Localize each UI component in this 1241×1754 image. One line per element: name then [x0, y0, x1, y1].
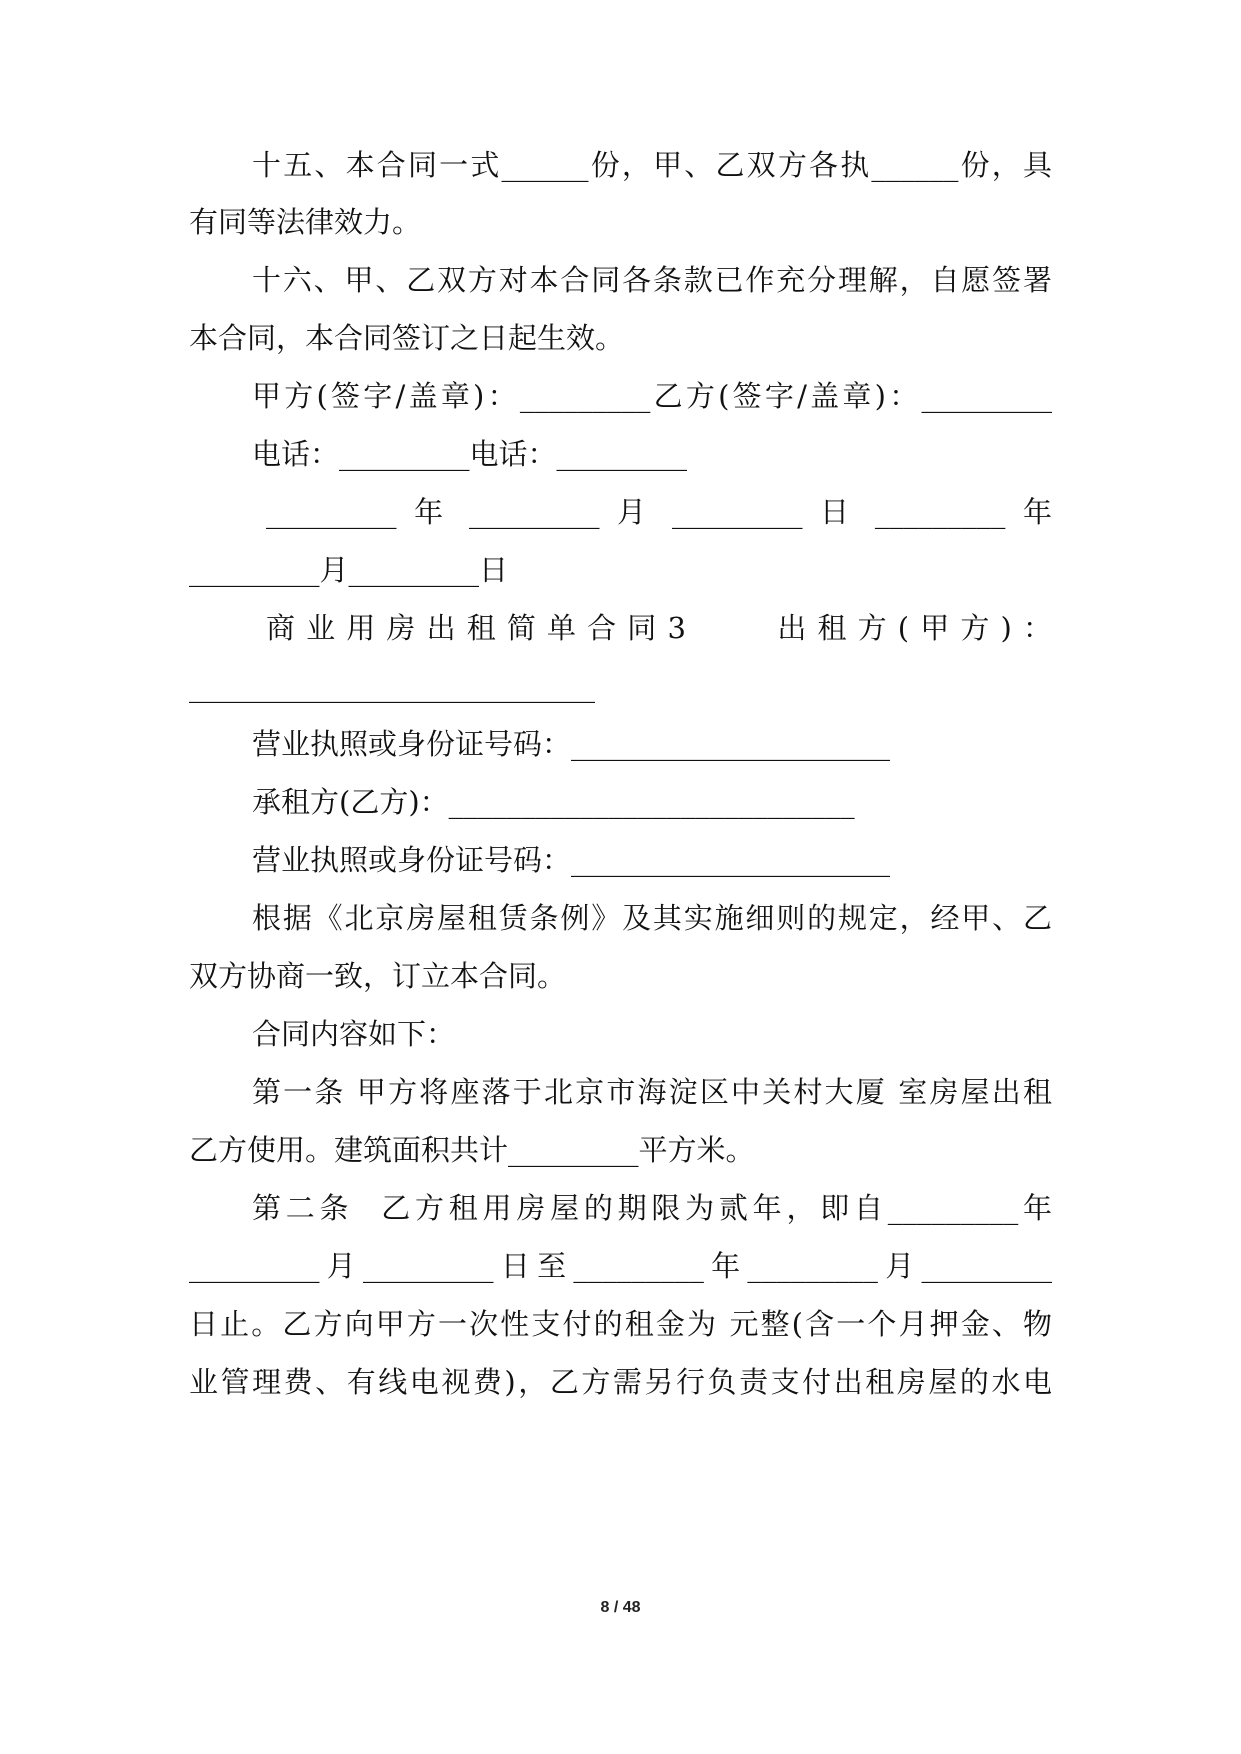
article-1-line-2: 乙方使用。建筑面积共计_________平方米。 — [189, 1133, 755, 1167]
date-line-2: _________月_________日 — [189, 553, 509, 587]
clause-15-line-2: 有同等法律效力。 — [189, 205, 422, 239]
article-2-line-3: 日止。乙方向甲方一次性支付的租金为 元整(含一个月押金、物 — [189, 1307, 1052, 1341]
clause-16-line-2: 本合同，本合同签订之日起生效。 — [189, 321, 625, 355]
article-1-line-1: 第一条 甲方将座落于北京市海淀区中关村大厦 室房屋出租 — [252, 1075, 1052, 1109]
article-2-line-1: 第二条 乙方租用房屋的期限为贰年，即自_________年 — [252, 1191, 1052, 1225]
lessor-blank-line: ____________________________ — [189, 669, 595, 703]
signature-line: 甲方(签字/盖章)：_________乙方(签字/盖章)：_________ — [252, 379, 1052, 413]
basis-line-1: 根据《北京房屋租赁条例》及其实施细则的规定，经甲、乙 — [252, 901, 1052, 935]
clause-16-line-1: 十六、甲、乙双方对本合同各条款已作充分理解，自愿签署 — [252, 263, 1052, 297]
article-2-line-2: _________月_________日至_________年_________月_________ — [189, 1249, 1052, 1283]
lessee-line: 承租方(乙方)：____________________________ — [252, 785, 855, 819]
page-number: 8 / 48 — [600, 1599, 641, 1616]
article-2-line-4: 业管理费、有线电视费)，乙方需另行负责支付出租房屋的水电 — [189, 1365, 1052, 1399]
clause-15-line-1: 十五、本合同一式______份，甲、乙双方各执______份，具 — [252, 148, 1052, 182]
phone-line: 电话：_________电话：_________ — [252, 437, 688, 471]
basis-line-2: 双方协商一致，订立本合同。 — [189, 959, 567, 993]
date-line-1: _________ 年 _________ 月 _________ 日 _________ 年 — [266, 495, 1052, 529]
contents-heading: 合同内容如下： — [252, 1017, 456, 1051]
lessee-license-line: 营业执照或身份证号码：______________________ — [252, 843, 891, 877]
lessor-license-line: 营业执照或身份证号码：______________________ — [252, 727, 891, 761]
contract-title-line: 商业用房出租简单合同3 出租方(甲方)： — [266, 611, 1052, 645]
